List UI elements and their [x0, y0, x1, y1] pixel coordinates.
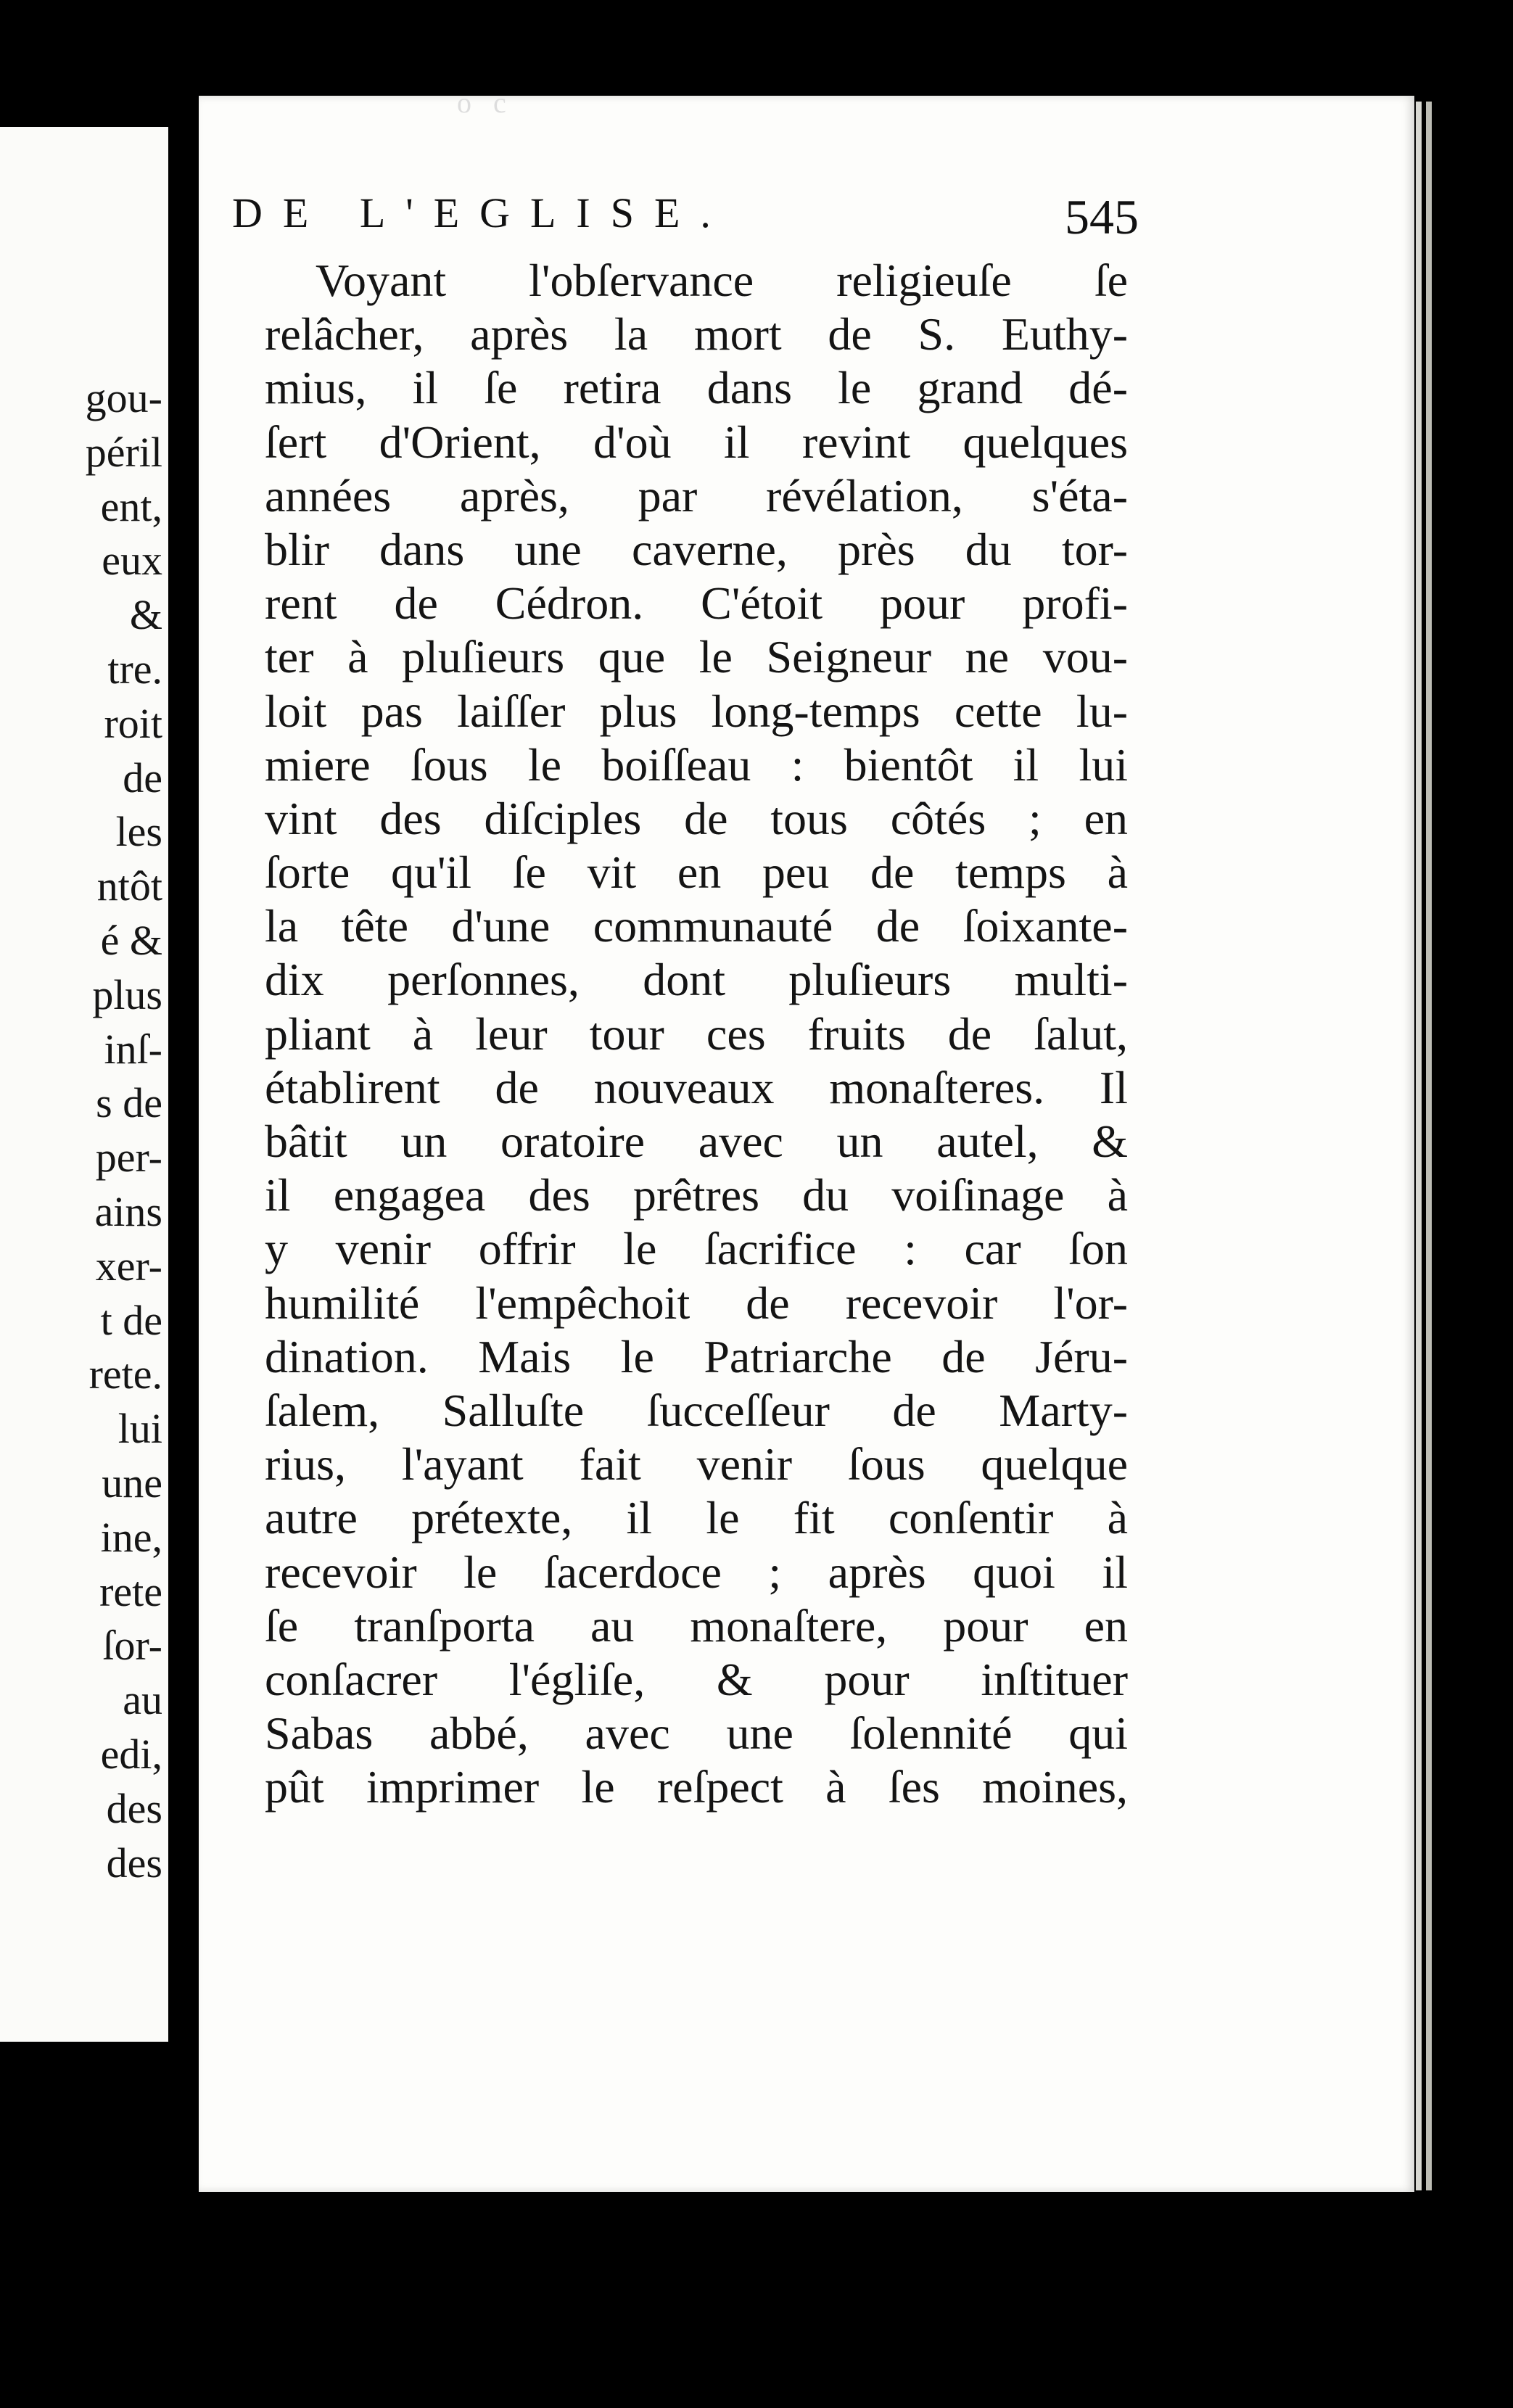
- previous-page-fragment: eux: [102, 537, 162, 585]
- text-line: conſacrer l'égliſe, & pour inſtituer: [265, 1653, 1128, 1705]
- previous-page-fragment: péril: [85, 428, 162, 476]
- text-line: humilité l'empêchoit de recevoir l'or-: [265, 1277, 1128, 1329]
- previous-page-fragment: des: [106, 1839, 162, 1887]
- previous-page-fragment: roit: [104, 699, 162, 747]
- text-line: mius, il ſe retira dans le grand dé-: [265, 362, 1128, 414]
- page-edge: [1416, 102, 1422, 2190]
- running-head: DE L'EGLISE.: [232, 189, 731, 236]
- text-line: loit pas laiſſer plus long-temps cette lu-: [265, 685, 1128, 737]
- text-line: rius, l'ayant fait venir ſous quelque: [265, 1438, 1128, 1490]
- previous-page-fragment: xer-: [95, 1242, 162, 1290]
- previous-page-fragment: de: [123, 754, 162, 801]
- text-line: Voyant l'obſervance religieuſe ſe: [316, 255, 1128, 306]
- previous-page-fragment: per-: [95, 1134, 162, 1182]
- text-line: ſert d'Orient, d'où il revint quelques: [265, 416, 1128, 468]
- text-line: dix perſonnes, dont pluſieurs multi-: [265, 954, 1128, 1006]
- stray-mark: o c: [457, 86, 506, 119]
- previous-page-fragment: é &: [100, 917, 162, 964]
- text-line: pliant à leur tour ces fruits de ſalut,: [265, 1007, 1128, 1060]
- text-line: dination. Mais le Patriarche de Jéru-: [265, 1330, 1128, 1382]
- previous-page-fragment: &: [129, 591, 162, 639]
- previous-page-fragment: lui: [118, 1405, 162, 1453]
- previous-page-fragment: s de: [96, 1079, 162, 1127]
- text-line: rent de Cédron. C'étoit pour profi-: [265, 577, 1128, 630]
- previous-page-fragment: gou-: [85, 374, 162, 421]
- page-edge: [1426, 102, 1432, 2190]
- text-line: ſalem, Salluſte ſucceſſeur de Marty-: [265, 1384, 1128, 1436]
- text-line: y venir offrir le ſacrifice : car ſon: [265, 1223, 1128, 1275]
- text-line: miere ſous le boiſſeau : bientôt il lui: [265, 738, 1128, 791]
- book-spine: [168, 123, 199, 2067]
- text-line: pût imprimer le reſpect à ſes moines,: [265, 1761, 1128, 1813]
- previous-page-fragment: ine,: [100, 1513, 162, 1561]
- body-text: [265, 254, 1128, 1814]
- text-line: ter à pluſieurs que le Seigneur ne vou-: [265, 631, 1128, 683]
- previous-page-fragment: ent,: [100, 482, 162, 530]
- previous-page-fragment: au: [123, 1676, 162, 1724]
- text-line: ſe tranſporta au monaſtere, pour en: [265, 1599, 1128, 1652]
- text-line: ſorte qu'il ſe vit en peu de temps à: [265, 846, 1128, 899]
- page-header: [232, 189, 1139, 254]
- previous-page-fragment: rete: [99, 1567, 162, 1615]
- previous-page-fragment: edi,: [100, 1731, 162, 1778]
- text-line: il engagea des prêtres du voiſinage à: [265, 1169, 1128, 1221]
- text-line: Sabas abbé, avec une ſolennité qui: [265, 1707, 1128, 1760]
- previous-page-fragment: rete.: [88, 1351, 162, 1398]
- text-line: recevoir le ſacerdoce ; après quoi il: [265, 1546, 1128, 1598]
- previous-page-fragment: les: [115, 808, 162, 856]
- previous-page-fragment: une: [102, 1459, 162, 1506]
- text-line: établirent de nouveaux monaſteres. Il: [265, 1061, 1128, 1113]
- previous-page-fragment: tre.: [107, 646, 162, 693]
- text-line: relâcher, après la mort de S. Euthy-: [265, 308, 1128, 360]
- previous-page-fragment: des: [106, 1784, 162, 1832]
- text-line: bâtit un oratoire avec un autel, &: [265, 1116, 1128, 1167]
- previous-page-fragment: plus: [92, 970, 162, 1018]
- text-line: années après, par révélation, s'éta-: [265, 469, 1128, 521]
- previous-page-fragment: ains: [94, 1188, 162, 1235]
- text-line: autre prétexte, il le fit conſentir à: [265, 1492, 1128, 1544]
- previous-page-strip: [0, 127, 171, 2042]
- previous-page-fragment: t de: [100, 1296, 162, 1344]
- page-number: 545: [1065, 189, 1139, 244]
- previous-page-fragment: inſ-: [104, 1025, 162, 1073]
- text-line: blir dans une caverne, près du tor-: [265, 523, 1128, 575]
- previous-page-fragment: ſor-: [102, 1622, 162, 1670]
- text-line: vint des diſciples de tous côtés ; en: [265, 792, 1128, 844]
- text-line: la tête d'une communauté de ſoixante-: [265, 900, 1128, 952]
- previous-page-fragment: ntôt: [96, 862, 162, 910]
